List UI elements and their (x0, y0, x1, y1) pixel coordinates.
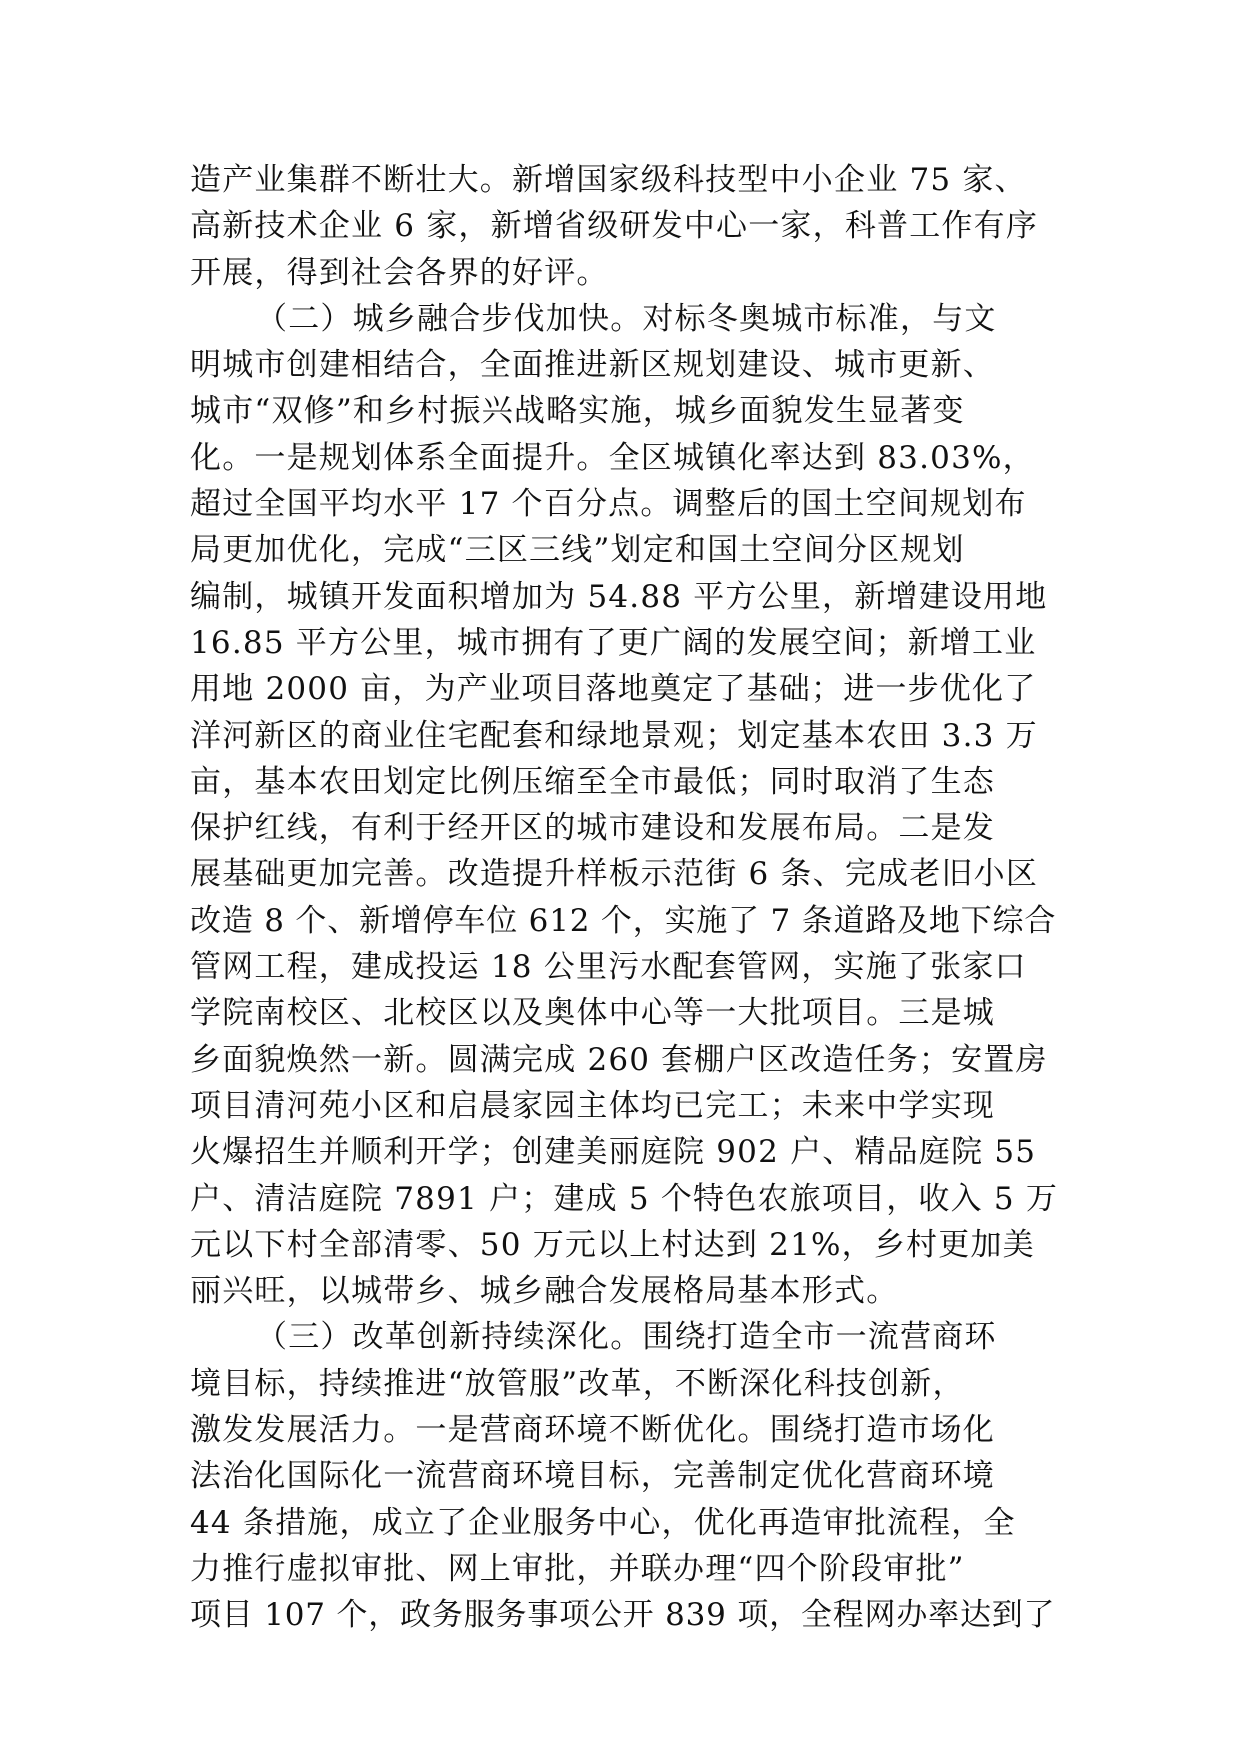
paragraph-first-line: （二）城乡融合步伐加快。对标冬奥城市标准，与文 (256, 300, 997, 337)
text-line: 元以下村全部清零、50 万元以上村达到 21%，乡村更加美 (190, 1226, 1035, 1263)
text-line: 编制，城镇开发面积增加为 54.88 平方公里，新增建设用地 (190, 578, 1048, 615)
text-line: 开展，得到社会各界的好评。 (190, 254, 609, 291)
text-line: 超过全国平均水平 17 个百分点。调整后的国土空间规划布 (190, 486, 1027, 523)
text-line: 项目清河苑小区和启晨家园主体均已完工；未来中学实现 (190, 1087, 995, 1124)
text-line: 户、清洁庭院 7891 户；建成 5 个特色农旅项目，收入 5 万 (190, 1180, 1059, 1217)
paragraph-first-line: （三）改革创新持续深化。围绕打造全市一流营商环 (256, 1319, 997, 1356)
text-line: 局更加优化，完成“三区三线”划定和国土空间分区规划 (190, 532, 965, 569)
text-line: 用地 2000 亩，为产业项目落地奠定了基础；进一步优化了 (190, 671, 1037, 708)
text-line: 法治化国际化一流营商环境目标，完善制定优化营商环境 (190, 1458, 995, 1495)
document-body-text (190, 157, 1060, 1639)
text-line: 丽兴旺，以城带乡、城乡融合发展格局基本形式。 (190, 1273, 899, 1310)
text-line: 火爆招生并顺利开学；创建美丽庭院 902 户、精品庭院 55 (190, 1134, 1037, 1171)
text-line: 改造 8 个、新增停车位 612 个，实施了 7 条道路及地下综合 (190, 902, 1057, 939)
text-line: 保护红线，有利于经开区的城市建设和发展布局。二是发 (190, 810, 995, 847)
text-line: 管网工程，建成投运 18 公里污水配套管网，实施了张家口 (190, 949, 1027, 986)
text-line: 明城市创建相结合，全面推进新区规划建设、城市更新、 (190, 347, 995, 384)
text-line: 44 条措施，成立了企业服务中心，优化再造审批流程，全 (190, 1504, 1016, 1541)
text-line: 洋河新区的商业住宅配套和绿地景观；划定基本农田 3.3 万 (190, 717, 1038, 754)
text-line: 高新技术企业 6 家，新增省级研发中心一家，科普工作有序 (190, 208, 1039, 245)
text-line: 学院南校区、北校区以及奥体中心等一大批项目。三是城 (190, 995, 995, 1032)
text-line: 亩，基本农田划定比例压缩至全市最低；同时取消了生态 (190, 763, 995, 800)
text-line: 化。一是规划体系全面提升。全区城镇化率达到 83.03%， (190, 439, 1035, 476)
text-line: 16.85 平方公里，城市拥有了更广阔的发展空间；新增工业 (190, 624, 1037, 661)
text-line: 激发发展活力。一是营商环境不断优化。围绕打造市场化 (190, 1412, 995, 1449)
text-line: 展基础更加完善。改造提升样板示范街 6 条、完成老旧小区 (190, 856, 1039, 893)
text-line: 项目 107 个，政务服务事项公开 839 项，全程网办率达到了 (190, 1597, 1056, 1634)
text-line: 造产业集群不断壮大。新增国家级科技型中小企业 75 家、 (190, 162, 1027, 198)
text-line: 城市“双修”和乡村振兴战略实施，城乡面貌发生显著变 (190, 393, 965, 430)
text-line: 乡面貌焕然一新。圆满完成 260 套棚户区改造任务；安置房 (190, 1041, 1048, 1078)
text-line: 力推行虚拟审批、网上审批，并联办理“四个阶段审批” (190, 1550, 965, 1587)
text-line: 境目标，持续推进“放管服”改革，不断深化科技创新， (190, 1365, 965, 1402)
